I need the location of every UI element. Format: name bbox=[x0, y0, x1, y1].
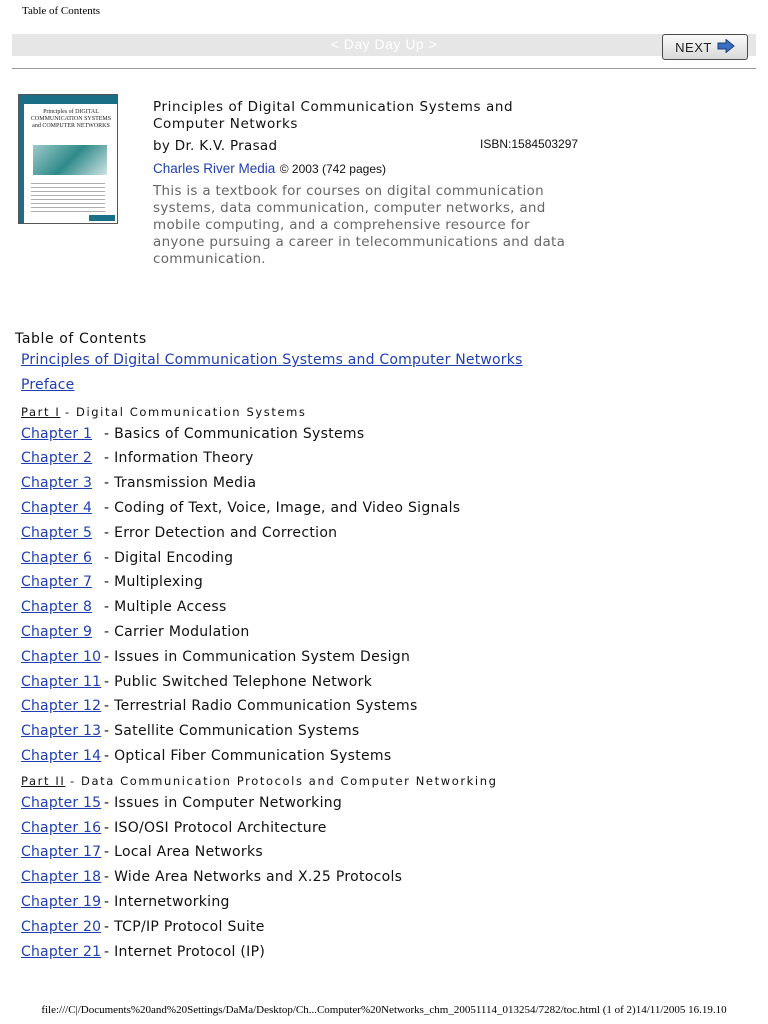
chapter-link[interactable]: Chapter 5 bbox=[21, 524, 93, 541]
toc-chapter-row bbox=[21, 448, 761, 473]
toc-chapter-row bbox=[21, 572, 761, 597]
preface-link[interactable]: Preface bbox=[21, 376, 75, 393]
chapter-link[interactable]: Chapter 15 bbox=[21, 794, 102, 811]
chapter-link[interactable]: Chapter 8 bbox=[21, 599, 93, 616]
chapter-link[interactable]: Chapter 9 bbox=[21, 623, 93, 640]
toc-chapter-row bbox=[21, 548, 761, 573]
toc-chapter-row bbox=[21, 597, 761, 622]
chapter-title: - Internet Protocol (IP) bbox=[104, 943, 266, 960]
chapter-link[interactable]: Chapter 21 bbox=[21, 943, 102, 960]
table-of-contents bbox=[21, 352, 761, 966]
chapter-title: - Satellite Communication Systems bbox=[104, 723, 360, 740]
chapter-title: - Transmission Media bbox=[104, 475, 257, 492]
chapter-link[interactable]: Chapter 11 bbox=[21, 673, 102, 690]
toc-part-row bbox=[21, 771, 761, 793]
chapter-title: - Optical Fiber Communication Systems bbox=[104, 747, 392, 764]
chapter-link[interactable]: Chapter 7 bbox=[21, 574, 93, 591]
book-author: by Dr. K.V. Prasad bbox=[153, 138, 278, 154]
chapter-title: - Error Detection and Correction bbox=[104, 524, 338, 541]
chapter-link[interactable]: Chapter 16 bbox=[21, 819, 102, 836]
toc-heading: Table of Contents bbox=[15, 331, 147, 347]
toc-chapter-row bbox=[21, 498, 761, 523]
chapter-title: - Multiple Access bbox=[104, 599, 227, 616]
chapter-link[interactable]: Chapter 19 bbox=[21, 893, 102, 910]
chapter-link[interactable]: Chapter 10 bbox=[21, 648, 102, 665]
toc-chapter-row bbox=[21, 647, 761, 672]
chapter-link[interactable]: Chapter 17 bbox=[21, 844, 102, 861]
chapter-title: - Local Area Networks bbox=[104, 844, 263, 861]
chapter-title: - Issues in Communication System Design bbox=[104, 648, 411, 665]
chapter-link[interactable]: Chapter 1 bbox=[21, 425, 93, 442]
toc-chapter-row bbox=[21, 473, 761, 498]
book-isbn: ISBN:1584503297 bbox=[480, 137, 579, 151]
toc-parts bbox=[21, 402, 761, 967]
chapter-link[interactable]: Chapter 13 bbox=[21, 723, 102, 740]
arrow-right-icon bbox=[717, 38, 735, 57]
chapter-title: - Basics of Communication Systems bbox=[104, 425, 365, 442]
toc-part-row bbox=[21, 402, 761, 424]
chapter-title: - ISO/OSI Protocol Architecture bbox=[104, 819, 327, 836]
chapter-title: - TCP/IP Protocol Suite bbox=[104, 918, 265, 935]
cover-title-text: Principles of DIGITAL COMMUNICATION SYSTEMS and COMPUTER NETWORKS bbox=[30, 109, 112, 129]
toc-chapter-row bbox=[21, 867, 761, 892]
chapter-title: - Internetworking bbox=[104, 893, 230, 910]
book-toc-link[interactable]: Principles of Digital Communication Systems and Computer Networks bbox=[21, 352, 523, 368]
toc-chapter-row bbox=[21, 622, 761, 647]
chapter-title: - Terrestrial Radio Communication Systems bbox=[104, 698, 418, 715]
toc-chapter-row bbox=[21, 917, 761, 942]
book-cover-image bbox=[18, 94, 118, 224]
part-link[interactable]: Part I bbox=[21, 404, 61, 419]
next-button[interactable] bbox=[662, 34, 748, 60]
chapter-title: - Issues in Computer Networking bbox=[104, 794, 343, 811]
chapter-title: - Information Theory bbox=[104, 450, 254, 467]
toc-chapter-row bbox=[21, 672, 761, 697]
toc-chapter-row bbox=[21, 942, 761, 967]
toc-chapter-row bbox=[21, 842, 761, 867]
toc-chapter-row bbox=[21, 696, 761, 721]
part-link[interactable]: Part II bbox=[21, 773, 66, 788]
toc-chapter-row bbox=[21, 818, 761, 843]
chapter-link[interactable]: Chapter 12 bbox=[21, 698, 102, 715]
chapter-link[interactable]: Chapter 3 bbox=[21, 475, 93, 492]
chapter-title: - Digital Encoding bbox=[104, 549, 234, 566]
publisher-link[interactable]: Charles River Media bbox=[153, 161, 276, 176]
toc-chapter-row bbox=[21, 892, 761, 917]
toc-book-row bbox=[21, 352, 761, 377]
chapter-title: - Carrier Modulation bbox=[104, 623, 250, 640]
chapter-title: - Wide Area Networks and X.25 Protocols bbox=[104, 869, 403, 886]
toc-chapter-row bbox=[21, 746, 761, 771]
chapter-title: - Multiplexing bbox=[104, 574, 204, 591]
chapter-link[interactable]: Chapter 4 bbox=[21, 499, 93, 516]
chapter-link[interactable]: Chapter 20 bbox=[21, 918, 102, 935]
book-description: This is a textbook for courses on digital communication systems, data communication, computer networks, and mobile computing, and a comprehensive resource for anyone pursuing a career in telecommunications and data communication. bbox=[153, 183, 566, 267]
toc-chapter-row bbox=[21, 793, 761, 818]
part-title: - Data Communication Protocols and Computer Networking bbox=[70, 773, 498, 788]
part-title: - Digital Communication Systems bbox=[65, 404, 307, 419]
page-header-title: Table of Contents bbox=[22, 5, 101, 17]
top-divider bbox=[12, 68, 756, 69]
navigation-bar bbox=[12, 34, 756, 56]
toc-chapter-row bbox=[21, 721, 761, 746]
chapter-link[interactable]: Chapter 14 bbox=[21, 747, 102, 764]
publisher-row bbox=[153, 160, 386, 178]
day-day-up-link[interactable]: < Day Day Up > bbox=[330, 36, 438, 52]
file-path-footer: file:///C|/Documents%20and%20Settings/DaMa/Desktop/Ch...Computer%20Networks_chm_20051114_013254/7282/toc.html (1 of 2)14/11/2005 16.19.10 bbox=[41, 1004, 727, 1016]
book-title: Principles of Digital Communication Systems and Computer Networks bbox=[153, 99, 514, 132]
chapter-title: - Coding of Text, Voice, Image, and Video Signals bbox=[104, 499, 461, 516]
chapter-link[interactable]: Chapter 6 bbox=[21, 549, 93, 566]
toc-preface-row bbox=[21, 377, 761, 402]
chapter-link[interactable]: Chapter 18 bbox=[21, 869, 102, 886]
chapter-link[interactable]: Chapter 2 bbox=[21, 450, 93, 467]
toc-chapter-row bbox=[21, 424, 761, 449]
toc-chapter-row bbox=[21, 523, 761, 548]
next-button-label: NEXT bbox=[675, 39, 712, 55]
publication-info: © 2003 (742 pages) bbox=[279, 162, 386, 176]
chapter-title: - Public Switched Telephone Network bbox=[104, 673, 373, 690]
